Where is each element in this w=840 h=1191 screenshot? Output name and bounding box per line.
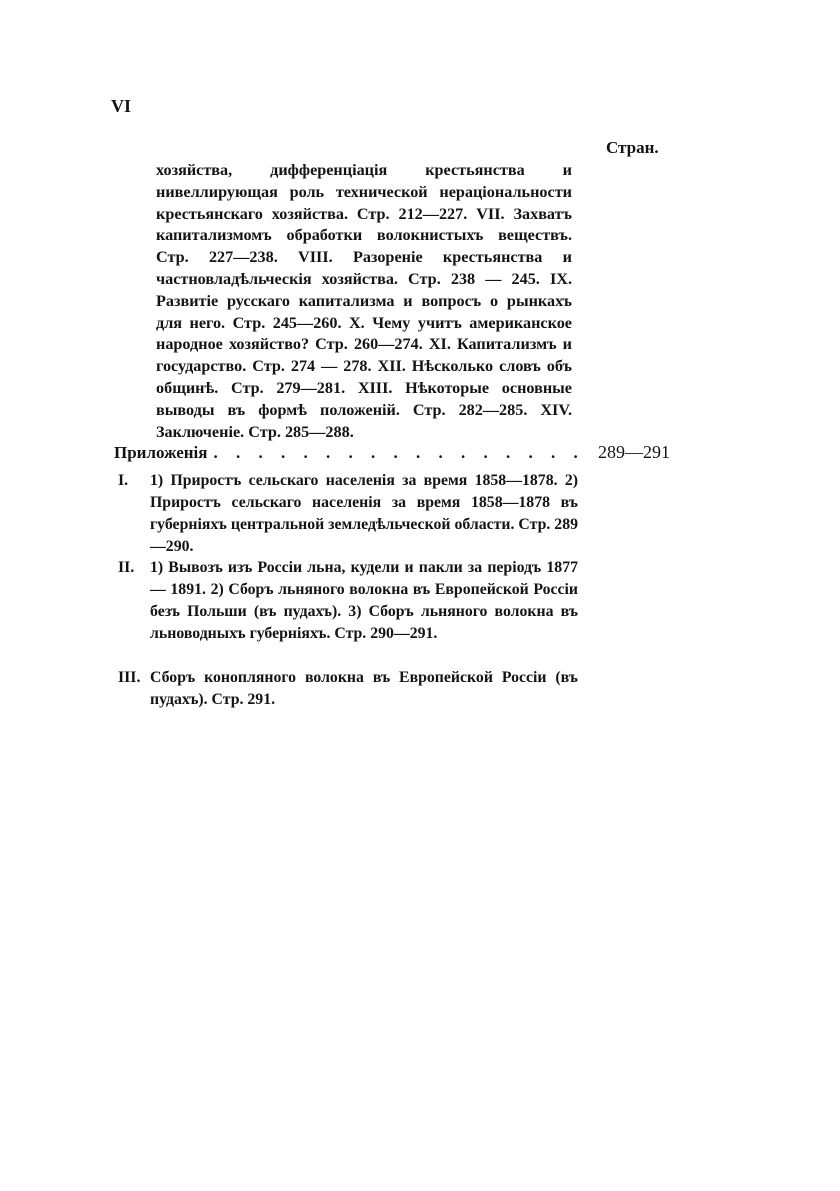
appendix-entry-number: II. bbox=[118, 559, 135, 576]
appendix-entry-number: III. bbox=[118, 669, 141, 686]
appendix-entry-1 bbox=[118, 470, 578, 558]
dot-leader: . . . . . . . . . . . . . . . . . bbox=[213, 443, 585, 462]
chapter-contents-continued: хозяйства, дифференціація крестьянства и нивеллирующая роль технической нераціональности крестьянскаго хозяйства. Стр. 212—227. VII. Захватъ капитализмомъ обработки волокнистыхъ веществъ. Стр. 227—238. VIII. Разореніе крестьянства и частновладѣльческія хозяйства. Стр. 238 — 245. IX. Развитіе русскаго капитализма и вопросъ о рынкахъ для него. Стр. 245—260. X. Чему учитъ американское народное хозяйство? Стр. 260—274. XI. Капитализмъ и государство. Стр. 274 — 278. XII. Нѣсколько словъ объ общинѣ. Стр. 279—281. XIII. Нѣкоторые основные выводы въ формѣ положеній. Стр. 282—285. XIV. Заключеніе. Стр. 285—288. bbox=[156, 161, 572, 441]
appendix-entry-text: Сборъ конопляного волокна въ Европейской Россіи (въ пудахъ). Стр. 291. bbox=[150, 669, 578, 708]
appendix-entry-text: 1) Вывозъ изъ Россіи льна, кудели и пакли за періодъ 1877 — 1891. 2) Сборъ льняного волокна въ Европейской Россіи безъ Польши (въ пудахъ). 3) Сборъ льняного волокна въ льноводныхъ губерніяхъ. Стр. 290—291. bbox=[150, 559, 578, 642]
appendix-page-range: 289—291 bbox=[598, 442, 670, 462]
appendix-heading-row bbox=[114, 442, 670, 463]
appendix-entry-2 bbox=[118, 557, 578, 645]
page-column-header: Стран. bbox=[606, 138, 659, 157]
appendix-title: Приложенія bbox=[114, 443, 208, 462]
appendix-entry-3 bbox=[118, 667, 578, 711]
appendix-entry-text: 1) Приростъ сельскаго населенія за время 1858—1878. 2) Приростъ сельскаго населенія за время 1858—1878 въ губерніяхъ центральной земледѣльческой области. Стр. 289—290. bbox=[150, 472, 578, 555]
page-number: VI bbox=[111, 96, 132, 116]
appendix-entry-number: I. bbox=[118, 472, 129, 489]
